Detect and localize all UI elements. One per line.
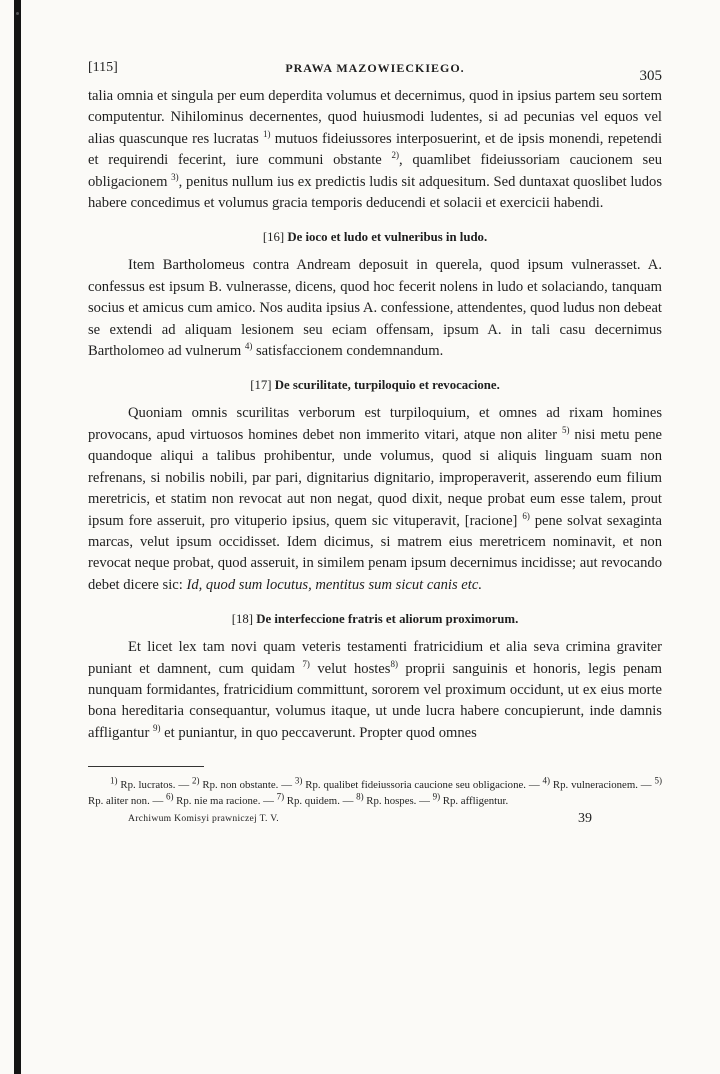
footnote-marker: 5) bbox=[561, 425, 570, 436]
text-run: , quamlibet fideiussoriam caucionem seu obligacionem bbox=[88, 152, 662, 190]
section-reference: [115] bbox=[88, 60, 118, 75]
footnote-text: Rp. aliter non. — bbox=[88, 795, 166, 808]
footnote-marker: 3) bbox=[171, 171, 179, 182]
section-number: [16] bbox=[262, 230, 285, 245]
footnote-number: 7) bbox=[276, 791, 285, 802]
footnote-marker: 4) bbox=[244, 341, 253, 352]
section-heading-16 bbox=[88, 228, 662, 246]
footnote-number: 4) bbox=[542, 775, 551, 786]
footnote-marker: 9) bbox=[152, 722, 161, 733]
footnotes bbox=[88, 777, 662, 809]
text-run: proprii sanguinis et honoris, legis penam nunquam formidantes, fratricidium committunt, sororem vel proximum occidunt, ut ex eius morte bona hereditaria consequantur, volumus itaque, ut unde lucra habere concupierunt, inde damnis affligantur bbox=[88, 660, 662, 741]
footnote-text: Rp. affligentur. bbox=[440, 795, 509, 808]
footnote-number: 5) bbox=[654, 775, 662, 786]
footnote-text: Rp. nie ma racione. — bbox=[173, 795, 277, 808]
scan-speck bbox=[16, 12, 19, 15]
footnote-number: 1) bbox=[110, 775, 118, 786]
text-run: velut hostes bbox=[309, 660, 391, 677]
text-run: pene solvat sexaginta marcas, velut ipsum occidisset. Idem dicimus, si matrem eius meretricem nominavit, et non revocat neque probat, quod asseruit, in similem penam ipsum decernimus incidisse; aut revocando debet dicere sic: bbox=[88, 512, 662, 593]
text-run: Item Bartholomeus contra Andream deposuit in querela, quod ipsum vulnerasset. A. confessus est ipsum B. vulnerasse, dicens, quod hoc fecerit nolens in ludo et solaciando, tanquam socius et amicus cum amico. Nos audita ipsius A. confessione, attendentes, quod ludus non debeat se extendi ad aliquam lesionem seu eciam offensam, ipsum A. in tali casu decernimus Bartholomeo ad vulnerum bbox=[88, 257, 662, 360]
page-footer bbox=[88, 811, 662, 831]
text-run: et puniantur, in quo peccaverunt. Propter quod omnes bbox=[160, 724, 477, 741]
footnote-number: 3) bbox=[294, 775, 303, 786]
signature-mark: 39 bbox=[578, 811, 592, 827]
paragraph-section-16 bbox=[88, 255, 662, 362]
footnote-text: Rp. hospes. — bbox=[363, 795, 433, 808]
footnote-marker: 7) bbox=[302, 658, 310, 669]
text-run: Quoniam omnis scurilitas verborum est turpiloquium, et omnes ad rixam homines provocans, apud virtuosos homines debet non immerito vitari, atque non aliter bbox=[88, 405, 662, 443]
text-run: nisi metu pene quandoque aliqui a talibus prohibentur, unde volumus, quod si aliquis linguam suam non refrenans, si nobilis nobili, par pari, dignitarius dignitario, improperaverit, asserendo eum filium meretricis, et statim non revocat aut non negat, quod dixit, neque probat eum esse talem, prout ipsum fore asseruit, pro vituperio ipsius, quem sic vituperavit, [racione] bbox=[88, 426, 662, 529]
section-title: De ioco et ludo et vulneribus in ludo. bbox=[287, 230, 488, 245]
footnote-text: Rp. vulneracionem. — bbox=[550, 779, 655, 792]
footnote-marker: 6) bbox=[522, 510, 530, 521]
archive-imprint: Archiwum Komisyi prawniczej T. V. bbox=[128, 813, 279, 825]
section-title: De scurilitate, turpiloquio et revocacione. bbox=[274, 378, 500, 393]
section-title: De interfeccione fratris et aliorum proximorum. bbox=[256, 612, 519, 627]
section-heading-17 bbox=[88, 376, 662, 394]
paragraph-section-18 bbox=[88, 637, 662, 744]
section-number: [18] bbox=[231, 612, 254, 627]
body-text bbox=[88, 86, 662, 744]
footnote-marker: 2) bbox=[391, 150, 399, 161]
page-header bbox=[88, 56, 662, 86]
footnote-list bbox=[88, 777, 662, 809]
text-run: , penitus nullum ius ex predictis ludis sit adquesitum. Sed duntaxat quoslibet ludos habere concedimus et volumus gracia temporis deducendi et solacii et exercicii habendi. bbox=[88, 173, 662, 212]
paragraph-section-17 bbox=[88, 403, 662, 596]
text-run: Et licet lex tam novi quam veteris testamenti fratricidium et alia seva crimina graviter puniant et damnent, cum quidam bbox=[88, 639, 662, 677]
footnote-rule bbox=[88, 766, 204, 767]
section-heading-18 bbox=[88, 610, 662, 628]
section-number: [17] bbox=[250, 378, 272, 393]
paragraph-intro bbox=[88, 86, 662, 214]
footnote-text: Rp. non obstante. — bbox=[199, 779, 295, 792]
running-title: PRAWA MAZOWIECKIEGO. bbox=[285, 61, 465, 75]
footnote-marker: 1) bbox=[263, 128, 271, 139]
footnote-text: Rp. qualibet fideiussoria caucione seu obligacione. — bbox=[302, 779, 543, 792]
book-page bbox=[88, 56, 662, 831]
footnote-number: 8) bbox=[356, 791, 364, 802]
footnote-number: 9) bbox=[432, 791, 441, 802]
footnote-marker: 8) bbox=[390, 658, 398, 669]
book-binding-edge bbox=[14, 0, 21, 1074]
text-run: mutuos fideiussores interposuerint, et de ipsis monendi, repetendi et requirendi fecerint, iure communi obstante bbox=[88, 130, 662, 169]
footnote-number: 2) bbox=[192, 775, 200, 786]
footnote-text: Rp. lucratos. — bbox=[117, 779, 192, 792]
footnote-text: Rp. quidem. — bbox=[284, 795, 357, 808]
quoted-revocation: Id, quod sum locutus, mentitus sum sicut canis etc. bbox=[186, 576, 482, 593]
footnote-number: 6) bbox=[165, 791, 174, 802]
page-number: 305 bbox=[639, 68, 662, 84]
text-run: satisfaccionem condemnandum. bbox=[252, 343, 444, 360]
text-run: talia omnia et singula per eum deperdita volumus et decernimus, quod in ipsius partem seu sortem computentur. Nihilominus decernentes, quod huiusmodi ludentes, si ad pecunias vel equos vel alias quascunque res lucratas bbox=[88, 88, 662, 147]
